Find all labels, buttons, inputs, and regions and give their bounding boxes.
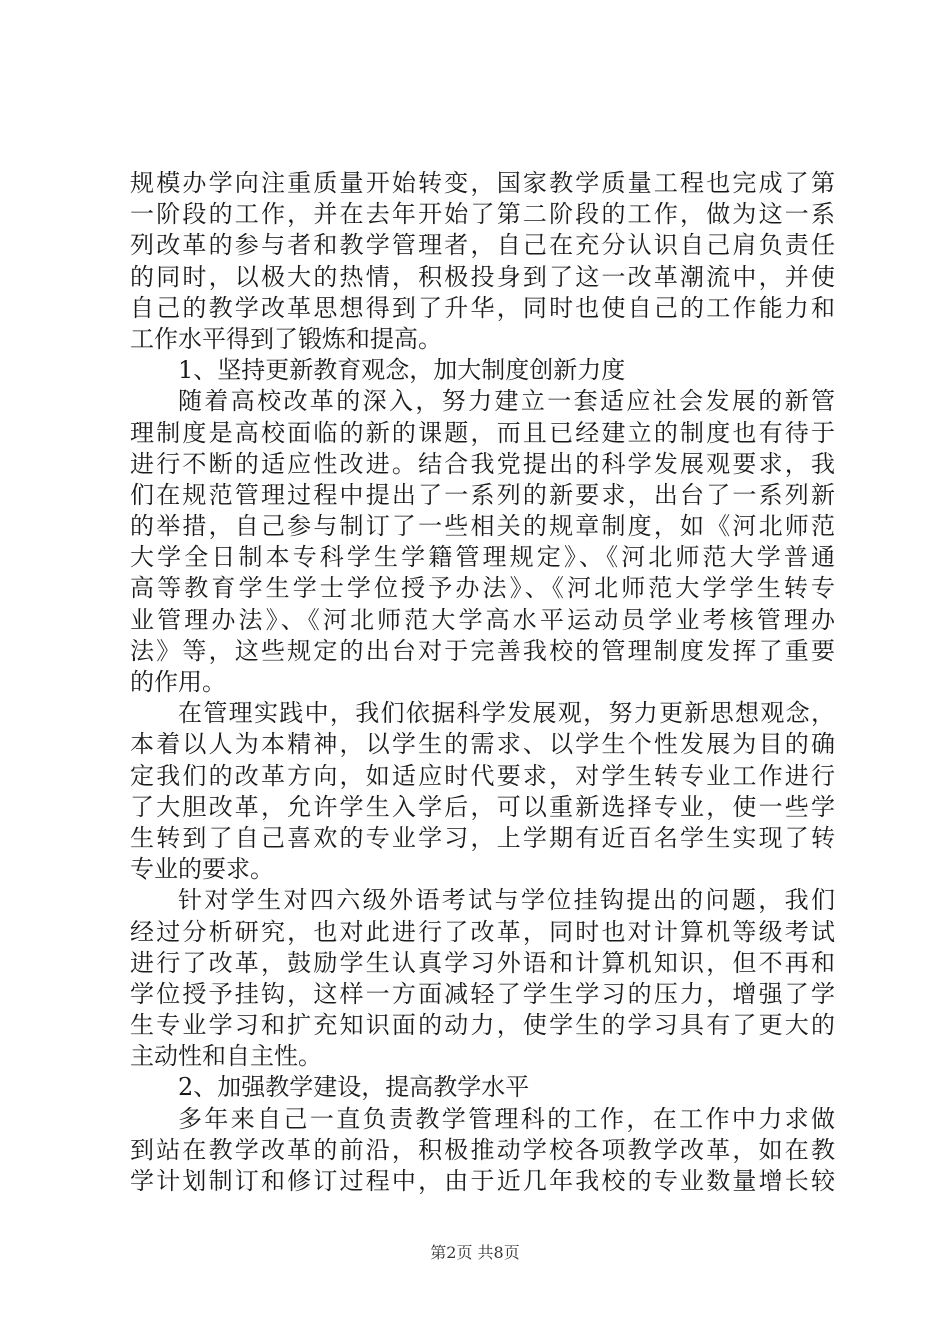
text-line: 的作用。 xyxy=(130,668,226,696)
page-number: 第2页 共8页 xyxy=(430,1243,520,1262)
text-line: 生转到了自己喜欢的专业学习，上学期有近百名学生实现了转 xyxy=(130,823,835,852)
text-line: 到站在教学改革的前沿，积极推动学校各项教学改革，如在教 xyxy=(130,1135,835,1164)
text-line: 大学全日制本专科学生学籍管理规定》、《河北师范大学普通 xyxy=(130,543,835,572)
text-line: 主动性和自主性。 xyxy=(130,1042,322,1071)
text-line: 本着以人为本精神，以学生的需求、以学生个性发展为目的确 xyxy=(130,730,835,759)
text-line: 随着高校改革的深入，努力建立一套适应社会发展的新管 xyxy=(178,387,835,416)
text-line: 的同时，以极大的热情，积极投身到了这一改革潮流中，并使 xyxy=(130,262,835,291)
text-line: 业管理办法》、《河北师范大学高水平运动员学业考核管理办 xyxy=(130,605,835,634)
page-footer xyxy=(0,1240,950,1263)
section-heading: 1、坚持更新教育观念，加大制度创新力度 xyxy=(178,356,626,385)
text-line: 进行不断的适应性改进。结合我党提出的科学发展观要求，我 xyxy=(130,449,835,478)
text-line: 进行了改革，鼓励学生认真学习外语和计算机知识，但不再和 xyxy=(130,948,835,977)
text-line: 理制度是高校面临的新的课题，而且已经建立的制度也有待于 xyxy=(130,418,835,447)
text-line: 多年来自己一直负责教学管理科的工作，在工作中力求做 xyxy=(178,1104,835,1133)
text-line: 规模办学向注重质量开始转变，国家教学质量工程也完成了第 xyxy=(130,169,835,197)
document-body xyxy=(130,168,835,1197)
text-line: 工作水平得到了锻炼和提高。 xyxy=(130,324,442,353)
text-line: 针对学生对四六级外语考试与学位挂钩提出的问题，我们 xyxy=(178,886,835,915)
text-line: 自己的教学改革思想得到了升华，同时也使自己的工作能力和 xyxy=(130,293,835,322)
text-line: 一阶段的工作，并在去年开始了第二阶段的工作，做为这一系 xyxy=(130,200,835,229)
text-line: 定我们的改革方向，如适应时代要求，对学生转专业工作进行 xyxy=(130,761,835,790)
text-line: 在管理实践中，我们依据科学发展观，努力更新思想观念， xyxy=(178,699,835,728)
text-line: 学计划制订和修订过程中，由于近几年我校的专业数量增长较 xyxy=(130,1167,835,1195)
text-line: 法》等，这些规定的出台对于完善我校的管理制度发挥了重要 xyxy=(130,636,835,665)
section-heading: 2、加强教学建设，提高教学水平 xyxy=(178,1073,530,1102)
text-line: 们在规范管理过程中提出了一系列的新要求，出台了一系列新 xyxy=(130,480,835,509)
text-line: 专业的要求。 xyxy=(130,855,274,884)
text-line: 列改革的参与者和教学管理者，自己在充分认识自己肩负责任 xyxy=(130,231,835,260)
text-line: 高等教育学生学士学位授予办法》、《河北师范大学学生转专 xyxy=(130,574,835,603)
text-line: 经过分析研究，也对此进行了改革，同时也对计算机等级考试 xyxy=(130,917,835,946)
text-line: 学位授予挂钩，这样一方面减轻了学生学习的压力，增强了学 xyxy=(130,979,835,1008)
text-line: 了大胆改革，允许学生入学后，可以重新选择专业，使一些学 xyxy=(130,792,835,821)
text-line: 生专业学习和扩充知识面的动力，使学生的学习具有了更大的 xyxy=(130,1011,835,1040)
text-line: 的举措，自己参与制订了一些相关的规章制度，如《河北师范 xyxy=(130,512,835,541)
